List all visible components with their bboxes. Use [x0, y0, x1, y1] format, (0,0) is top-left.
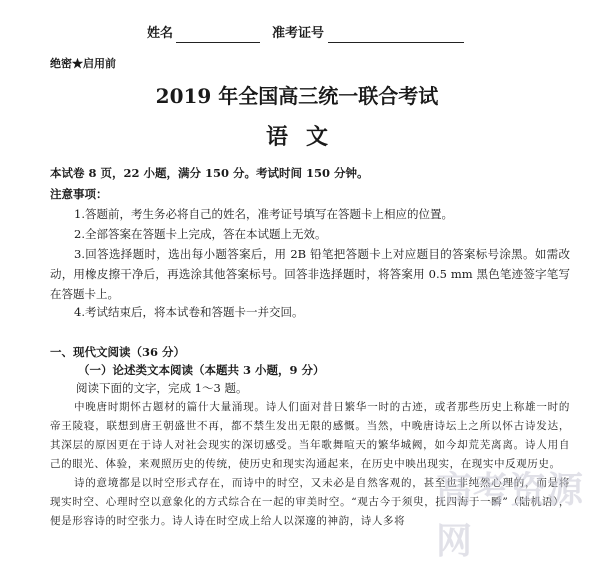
confidential-label: 绝密★启用前 [50, 57, 116, 70]
watermark-logo [436, 462, 594, 564]
subsection-heading: （一）论述类文本阅读（本题共 3 小题，9 分） [78, 363, 325, 377]
note-item-2: 2.全部答案在答题卡上完成，答在本试题上无效。 [74, 227, 327, 241]
ticket-number-label: 准考证号 [272, 26, 325, 41]
subject-title: 语文 [265, 124, 346, 150]
ticket-number-underline [328, 42, 464, 43]
exam-title: 2019 年全国高三统一联合考试 [155, 84, 439, 108]
passage-paragraph-2: 诗的意境都是以时空形式存在，而诗中的时空，又未必是自然客观的，甚至也非纯然心理的，而是将现实时空、心理时空以意象化的方式综合在一起的审美时空。“观古今于须臾，抚四海于一瞬”（陆机语），便是形容诗的时空张力。诗人诗在时空成上给人以深邃的神韵，诗人多将 [50, 477, 570, 527]
notes-heading: 注意事项： [50, 187, 108, 201]
note-item-1: 1.答题前，考生务必将自己的姓名，准考证号填写在答题卡上相应的位置。 [74, 207, 453, 221]
note-item-3: 3.回答选择题时，选出每小题答案后，用 2B 铅笔把答题卡上对应题目的答案标号涂黑。如需改动，用橡皮擦干净后，再选涂其他答案标号。回答非选择题时，将答案用 0.5 mm 黑色笔迹签字笔写在答题卡上。 [50, 247, 570, 301]
name-label: 姓名 [147, 26, 174, 41]
name-underline [176, 42, 260, 43]
exam-info: 本试卷 8 页，22 小题，满分 150 分。考试时间 150 分钟。 [50, 166, 369, 180]
passage-paragraph-1: 中晚唐时期怀古题材的篇什大量涌现。诗人们面对昔日繁华一时的古迹，或者那些历史上称雄一时的帝王陵寝，联想到唐王朝盛世不再，都不禁生发出无限的感慨。当然，中晚唐诗坛上之所以怀古诗发达，其深层的原因更在于诗人对社会现实的深切感受。当年歌舞喧天的繁华城阙，如今却荒芜离离。诗人用自己的眼光、体验，来观照历史的传统，使历史和现实沟通起来，在历史中映出现实，在现实中反观历史。 [50, 401, 570, 470]
reading-instruction: 阅读下面的文字，完成 1～3 题。 [76, 381, 248, 395]
section-heading: 一、现代文阅读（36 分） [50, 345, 186, 359]
note-item-4: 4.考试结束后，将本试卷和答题卡一并交回。 [74, 305, 304, 319]
watermark-text: 高考资源网 [436, 470, 585, 562]
